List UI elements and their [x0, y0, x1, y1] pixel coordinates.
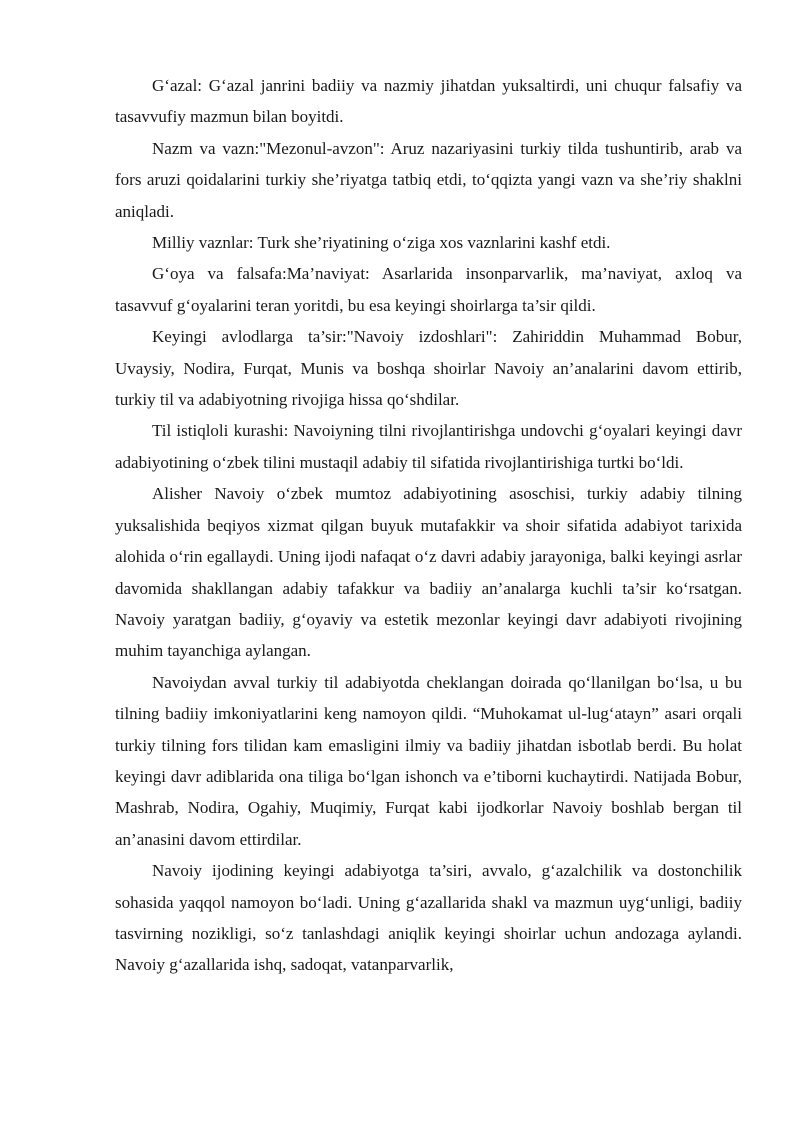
document-page: [115, 70, 742, 981]
paragraph-nazm-va-vazn: Nazm va vazn:"Mezonul-avzon": Aruz nazariyasini turkiy tilda tushuntirib, arab va fors aruzi qoidalarini turkiy she’riyatga tatbiq etdi, to‘qqizta yangi vazn va she’riy shaklni aniqladi.: [115, 138, 742, 221]
paragraph-til-istiqloli: Til istiqloli kurashi: Navoiyning tilni rivojlantirishga undovchi g‘oyalari keyingi davr adabiyotining o‘zbek tilini mustaqil adabiy til sifatida rivojlantirishiga turtki bo‘ldi.: [115, 421, 742, 472]
paragraph-goya-va-falsafa: G‘oya va falsafa:Ma’naviyat: Asarlarida insonparvarlik, ma’naviyat, axloq va tasavvuf g‘oyalarini teran yoritdi, bu esa keyingi shoirlarga ta’sir qildi.: [115, 264, 742, 315]
paragraph-milliy-vaznlar: Milliy vaznlar: Turk she’riyatining o‘ziga xos vaznlarini kashf etdi.: [152, 233, 611, 253]
paragraph-keyingi-avlodlar: Keyingi avlodlarga ta’sir:"Navoiy izdoshlari": Zahiriddin Muhammad Bobur, Uvaysiy, Nodira, Furqat, Munis va boshqa shoirlar Navoiy an’analarini davom ettirib, turkiy til va adabiyotning rivojiga hissa qo‘shdilar.: [115, 327, 742, 410]
paragraph-gazal: G‘azal: G‘azal janrini badiiy va nazmiy jihatdan yuksaltirdi, uni chuqur falsafiy va tasavvufiy mazmun bilan boyitdi.: [115, 76, 742, 127]
paragraph-navoiydan-avval: Navoiydan avval turkiy til adabiyotda cheklangan doirada qo‘llanilgan bo‘lsa, u bu tilning badiiy imkoniyatlarini keng namoyon qildi. “Muhokamat ul-lug‘atayn” asari orqali turkiy tilning fors tilidan kam emasligini ilmiy va badiiy jihatdan isbotlab berdi. Bu holat keyingi davr adiblarida ona tiliga bo‘lgan ishonch va e’tiborni kuchaytirdi. Natijada Bobur, Mashrab, Nodira, Ogahiy, Muqimiy, Furqat kabi ijodkorlar Navoiy boshlab bergan til an’anasini davom ettirdilar.: [115, 672, 742, 849]
paragraph-alisher-navoiy: Alisher Navoiy o‘zbek mumtoz adabiyotining asoschisi, turkiy adabiy tilning yuksalishida beqiyos xizmat qilgan buyuk mutafakkir va shoir sifatida adabiyot tarixida alohida o‘rin egallaydi. Uning ijodi nafaqat o‘z davri adabiy jarayoniga, balki keyingi asrlar davomida shakllangan adabiy tafakkur va badiiy an’analarga kuchli ta’sir ko‘rsatgan. Navoiy yaratgan badiiy, g‘oyaviy va estetik mezonlar keyingi davr adabiyoti rivojining muhim tayanchiga aylangan.: [115, 484, 742, 661]
paragraph-navoiy-ijodining: Navoiy ijodining keyingi adabiyotga ta’siri, avvalo, g‘azalchilik va dostonchilik sohasida yaqqol namoyon bo‘ladi. Uning g‘azallarida shakl va mazmun uyg‘unligi, badiiy tasvirning nozikligi, so‘z tanlashdagi aniqlik keyingi shoirlar uchun andozaga aylandi. Navoiy g‘azallarida ishq, sadoqat, vatanparvarlik,: [115, 861, 742, 975]
